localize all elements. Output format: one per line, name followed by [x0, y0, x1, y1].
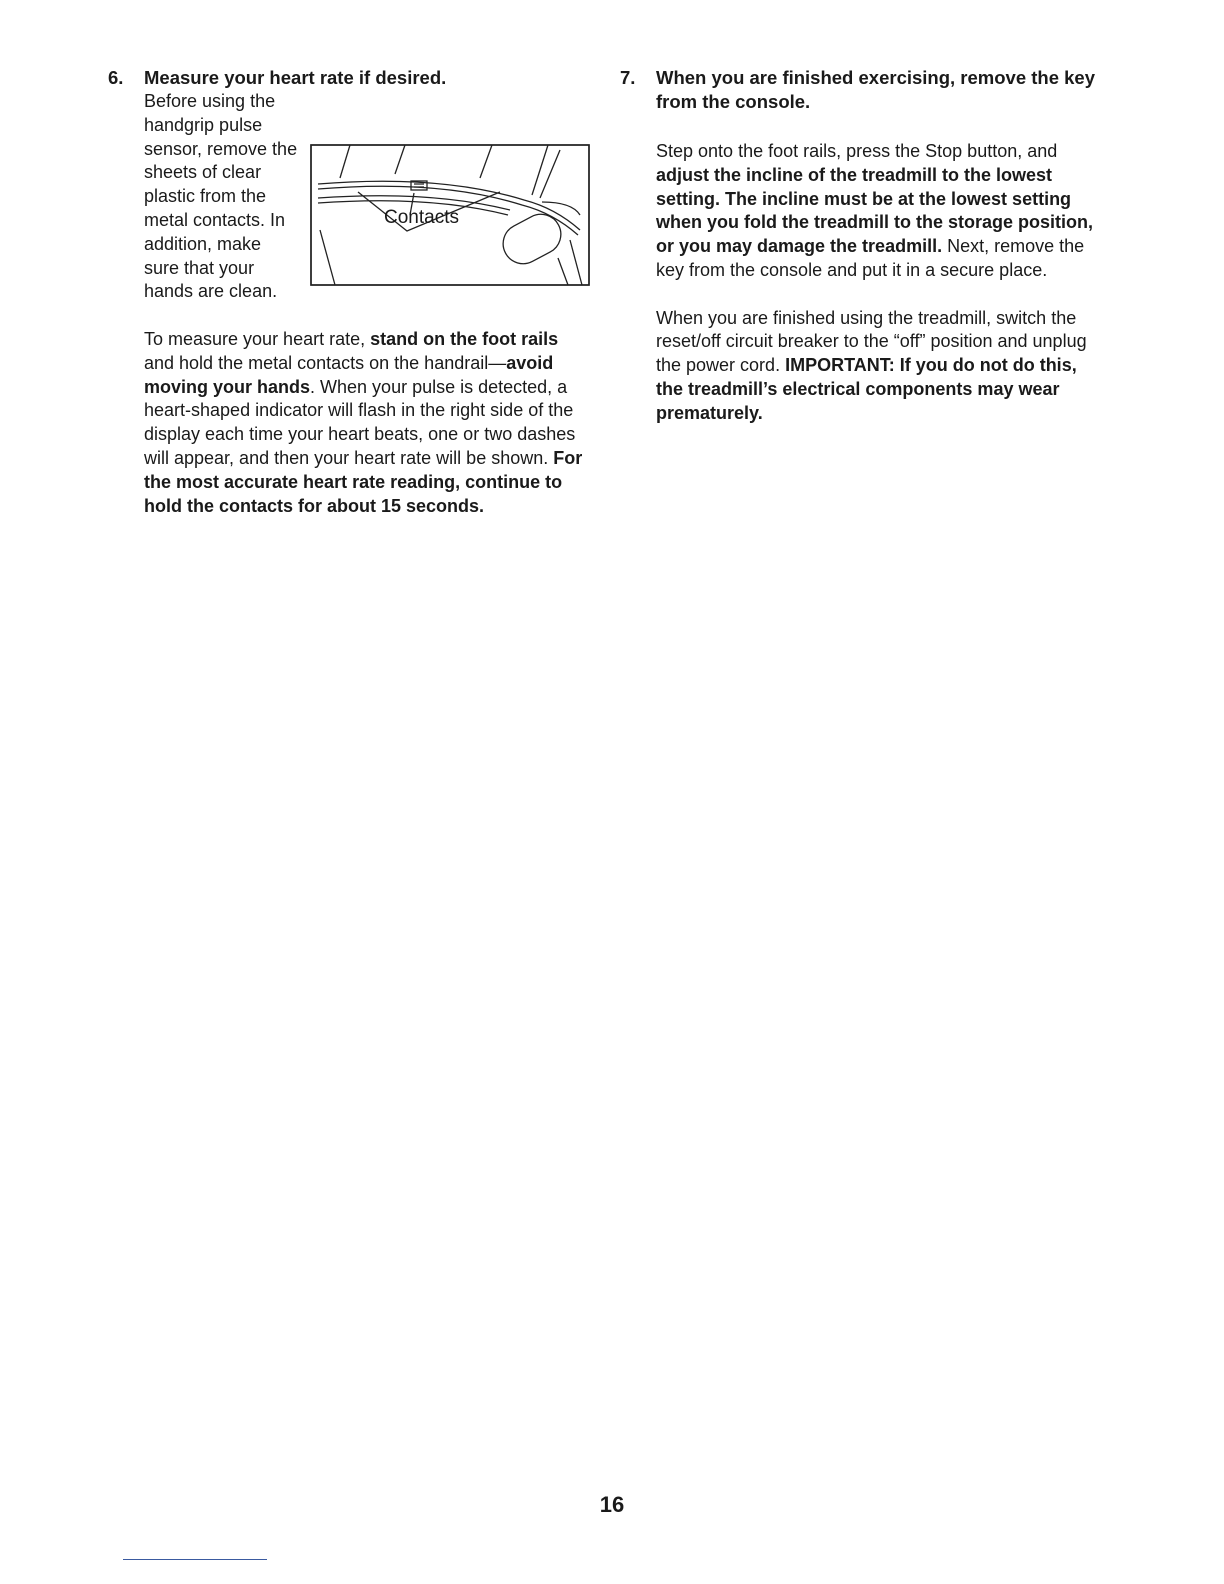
step-6-intro: Before using the handgrip pulse sensor, remove the sheets of clear plastic from the metal contacts. In addition, make sure that your hands are clean.	[144, 91, 298, 302]
bold-run: For the most accurate heart rate reading, continue to hold the contacts for about 15 seconds.	[144, 447, 583, 516]
treadmill-handrail-illustration	[310, 90, 590, 286]
step-7-title: When you are finished exercising, remove the key from the console.	[656, 67, 1096, 112]
footer-rule	[123, 1559, 267, 1560]
handgrip-contacts-figure	[310, 90, 590, 286]
text-run: and hold the metal contacts on the handrail—	[144, 352, 507, 373]
step-6-section	[108, 66, 590, 518]
step-6-body	[144, 90, 590, 518]
step-6-paragraph-2	[144, 328, 590, 518]
step-7-body	[656, 140, 1100, 426]
text-run: Next, remove the key from the console and put it in a secure place.	[656, 236, 1085, 280]
step-7-number: 7.	[620, 67, 636, 88]
step-6-heading	[108, 66, 590, 90]
bold-run: avoid moving your hands	[144, 352, 554, 397]
text-run: When you are finished using the treadmill, switch the reset/off circuit breaker to the “off” position and unplug the power cord.	[656, 307, 1087, 376]
text-run: To measure your heart rate,	[144, 328, 371, 349]
contacts-label: Contacts	[384, 207, 459, 228]
bold-run: stand on the foot rails	[370, 328, 559, 349]
step-6-title: Measure your heart rate if desired.	[144, 67, 447, 88]
step-7-paragraph-2	[656, 307, 1100, 426]
text-run: Step onto the foot rails, press the Stop button, and	[656, 141, 1058, 161]
bold-run: adjust the incline of the treadmill to the lowest setting. The incline must be at the lowest setting when you fold the treadmill to the storage position, or you may damage the treadmill.	[656, 164, 1094, 257]
step-7-heading	[620, 66, 1100, 114]
bold-run: IMPORTANT: If you do not do this, the treadmill’s electrical components may wear prematurely.	[656, 355, 1077, 423]
page-number: 16	[599, 1492, 625, 1517]
text-run: . When your pulse is detected, a heart-shaped indicator will flash in the right side of the display each time your heart beats, one or two dashes will appear, and then your heart rate will be shown.	[144, 376, 576, 468]
step-6-number: 6.	[108, 67, 124, 88]
step-7-section	[620, 66, 1100, 426]
step-7-paragraph-1	[656, 140, 1100, 283]
